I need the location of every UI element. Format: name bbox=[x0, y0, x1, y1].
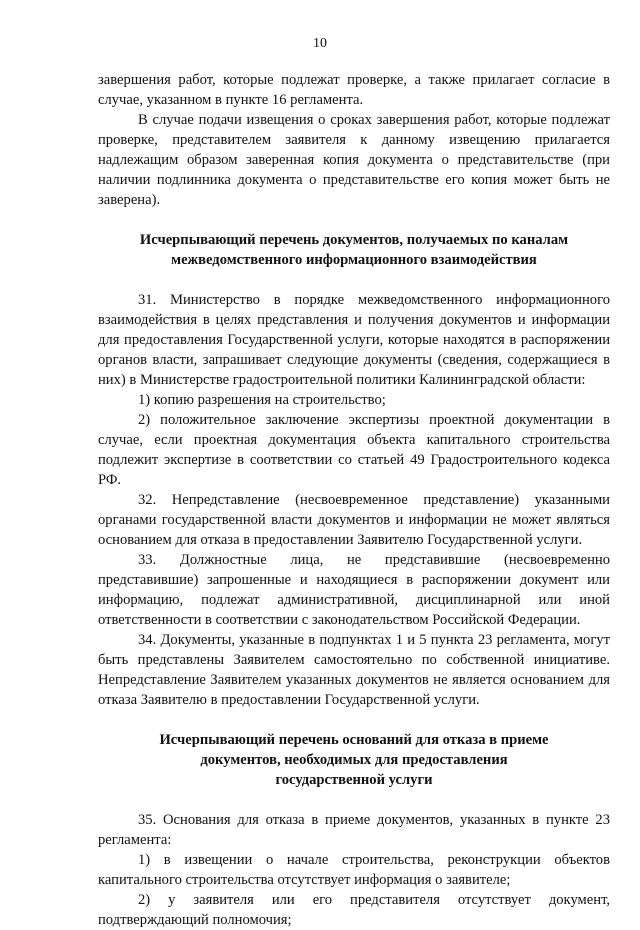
page-number: 10 bbox=[313, 36, 327, 51]
paragraph-continuation: завершения работ, которые подлежат проверке, а также прилагает согласие в случае, указанном в пункте 16 регламента. bbox=[98, 72, 610, 108]
heading-line: межведомственного информационного взаимодействия bbox=[171, 252, 537, 268]
section-heading-interagency bbox=[98, 230, 610, 270]
heading-line: государственной услуги bbox=[275, 772, 433, 788]
heading-line: документов, необходимых для предоставления bbox=[200, 752, 508, 768]
document-body bbox=[98, 70, 610, 930]
list-item: 2) положительное заключение экспертизы проектной документации в случае, если проектная документация объекта капитального строительства подлежит экспертизе в соответствии со статьей 49 Градостроительного кодекса РФ. bbox=[98, 412, 610, 488]
heading-line: Исчерпывающий перечень документов, получаемых по каналам bbox=[139, 232, 569, 248]
paragraph-35: 35. Основания для отказа в приеме документов, указанных в пункте 23 регламента: bbox=[98, 812, 610, 848]
list-item: 1) в извещении о начале строительства, реконструкции объектов капитального строительства отсутствует информация о заявителе; bbox=[98, 852, 610, 888]
section-heading-refusal-grounds bbox=[98, 730, 610, 790]
heading-line: Исчерпывающий перечень оснований для отказа в приеме bbox=[159, 732, 549, 748]
paragraph-32: 32. Непредставление (несвоевременное представление) указанными органами государственной власти документов и информации не может являться основанием для отказа в предоставлении Заявителю Государственной услуги. bbox=[98, 492, 610, 548]
paragraph-34: 34. Документы, указанные в подпунктах 1 и 5 пункта 23 регламента, могут быть представлены Заявителем самостоятельно по собственной инициативе. Непредставление Заявителем указанных документов не является основанием для отказа Заявителю в предоставлении Государственной услуги. bbox=[98, 632, 610, 708]
paragraph-representative: В случае подачи извещения о сроках завершения работ, которые подлежат проверке, представителем заявителя к данному извещению прилагается надлежащим образом заверенная копия документа о представительстве (при наличии подлинника документа о представительстве его копия может быть не заверена). bbox=[98, 112, 610, 208]
list-item: 1) копию разрешения на строительство; bbox=[138, 392, 386, 408]
paragraph-33: 33. Должностные лица, не представившие (несвоевременно представившие) запрошенные и находящиеся в распоряжении документ или информацию, подлежат административной, дисциплинарной или иной ответственности в соответствии с законодательством Российской Федерации. bbox=[98, 552, 610, 628]
paragraph-31: 31. Министерство в порядке межведомственного информационного взаимодействия в целях представления и получения документов и информации для предоставления Государственной услуги, которые находятся в распоряжении органов власти, запрашивает следующие документы (сведения, содержащиеся в них) в Министерстве градостроительной политики Калининградской области: bbox=[98, 292, 610, 388]
list-item: 2) у заявителя или его представителя отсутствует документ, подтверждающий полномочия; bbox=[98, 892, 610, 928]
